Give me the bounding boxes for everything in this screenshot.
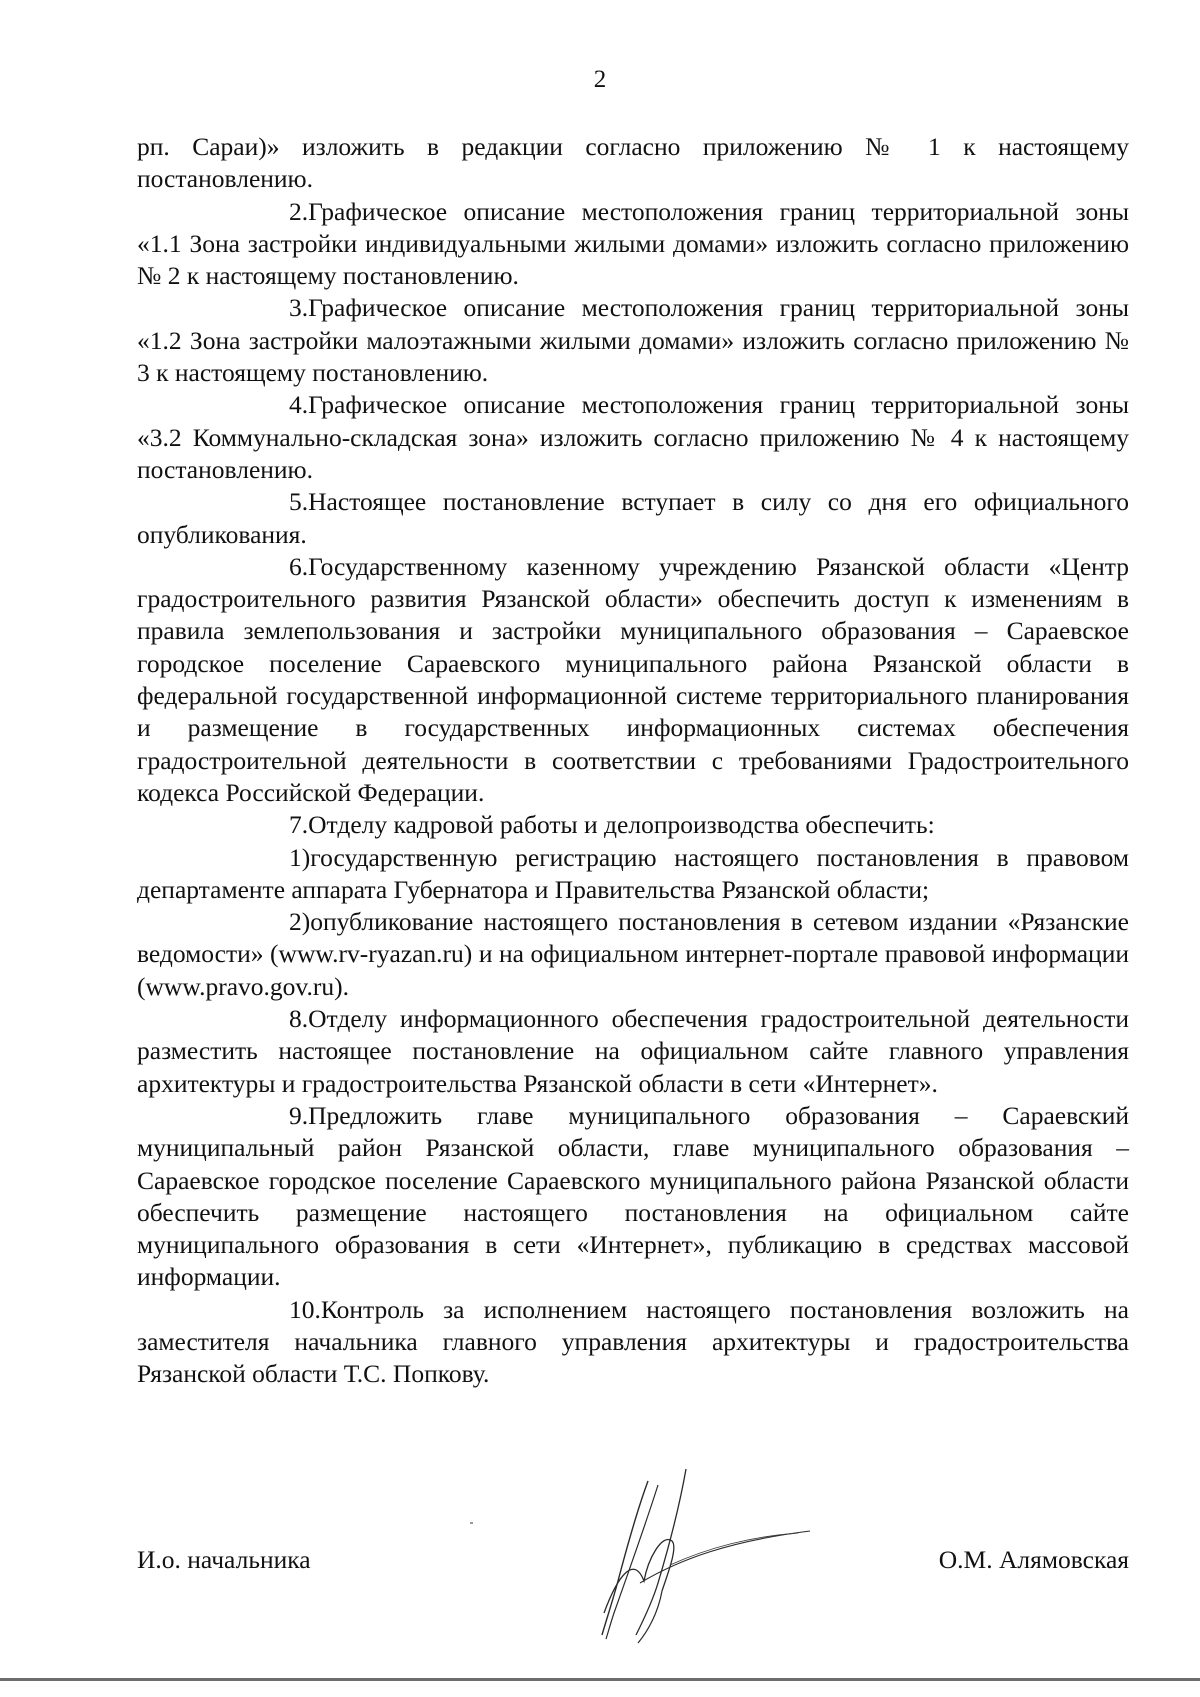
item-number: 1) [289, 842, 311, 872]
item-number: 6. [289, 551, 309, 581]
paragraph-item-5 [137, 486, 1129, 551]
signatory-title: И.о. начальника [137, 1545, 311, 1574]
item-number: 10. [289, 1294, 321, 1324]
item-text: Государственному казенному учреждению Рязанской области «Центр градостроительного развития Рязанской области» обеспечить доступ к изменениям в правила землепользования и застройки муниципального образования – Сараевское городское поселение Сараевского муниципального района Рязанской области в федеральной государственной информационной системе территориального планирования и размещение в государственных информационных системах обеспечения градостроительной деятельности в соответствии с требованиями Градостроительного кодекса Российской Федерации. [137, 551, 1129, 807]
paragraph-item-4 [137, 389, 1129, 486]
item-text: Графическое описание местоположения границ территориальной зоны «1.2 Зона застройки малоэтажными жилыми домами» изложить согласно приложению № 3 к настоящему постановлению. [137, 293, 1129, 388]
item-number: 7. [289, 810, 309, 840]
item-text: Предложить главе муниципального образования – Сараевский муниципальный район Рязанской области, главе муниципального образования – Сараевское городское поселение Сараевского муниципального района Рязанской области обеспечить размещение настоящего постановления на официальном сайте муниципального образования в сети «Интернет», публикацию в средствах массовой информации. [137, 1100, 1129, 1292]
subitem-1 [137, 842, 1129, 907]
paragraph-item-6 [137, 551, 1129, 809]
paragraph-item-3 [137, 292, 1129, 389]
paragraph-item-7 [137, 809, 1129, 841]
item-number: 9. [289, 1100, 309, 1130]
item-number: 2) [289, 907, 311, 937]
page-number: 2 [593, 66, 607, 93]
item-number: 4. [289, 390, 309, 420]
item-number: 3. [289, 293, 309, 323]
paragraph-item-9 [137, 1100, 1129, 1294]
intro-paragraph: рп. Сараи)» изложить в редакции согласно приложению № 1 к настоящему постановлению. [137, 132, 1129, 194]
item-text: опубликование настоящего постановления в сетевом издании «Рязанские ведомости» (www.rv-ryazan.ru) и на официальном интернет-портале правовой информации (www.pravo.gov.ru). [137, 907, 1129, 1001]
item-text: Графическое описание местоположения границ территориальной зоны «3.2 Коммунально-складская зона» изложить согласно приложению № 4 к настоящему постановлению. [137, 390, 1129, 484]
item-text: государственную регистрацию настоящего постановления в правовом департаменте аппарата Губернатора и Правительства Рязанской области; [137, 842, 1129, 904]
item-text: Настоящее постановление вступает в силу со дня его официального опубликования. [137, 487, 1129, 549]
handwritten-signature [600, 1463, 820, 1653]
item-text: Контроль за исполнением настоящего постановления возложить на заместителя начальника главного управления архитектуры и градостроительства Рязанской области Т.С. Попкову. [137, 1294, 1129, 1389]
scan-edge-line [0, 1678, 1200, 1681]
signature-block [0, 1545, 1200, 1605]
scan-speck [470, 1522, 473, 1524]
item-text: Графическое описание местоположения границ территориальной зоны «1.1 Зона застройки индивидуальными жилыми домами» изложить согласно приложению № 2 к настоящему постановлению. [137, 196, 1129, 291]
item-number: 8. [289, 1004, 309, 1034]
item-text: Отделу кадровой работы и делопроизводства обеспечить: [308, 810, 935, 840]
document-body [137, 131, 1129, 1391]
paragraph-item-8 [137, 1003, 1129, 1100]
item-text: Отделу информационного обеспечения градостроительной деятельности разместить настоящее постановление на официальном сайте главного управления архитектуры и градостроительства Рязанской области в сети «Интернет». [137, 1004, 1129, 1098]
item-number: 5. [289, 487, 309, 517]
signatory-name: О.М. Алямовская [938, 1545, 1129, 1574]
paragraph-item-10 [137, 1294, 1129, 1391]
subitem-2 [137, 906, 1129, 1003]
item-number: 2. [289, 196, 309, 226]
paragraph-item-2 [137, 196, 1129, 293]
